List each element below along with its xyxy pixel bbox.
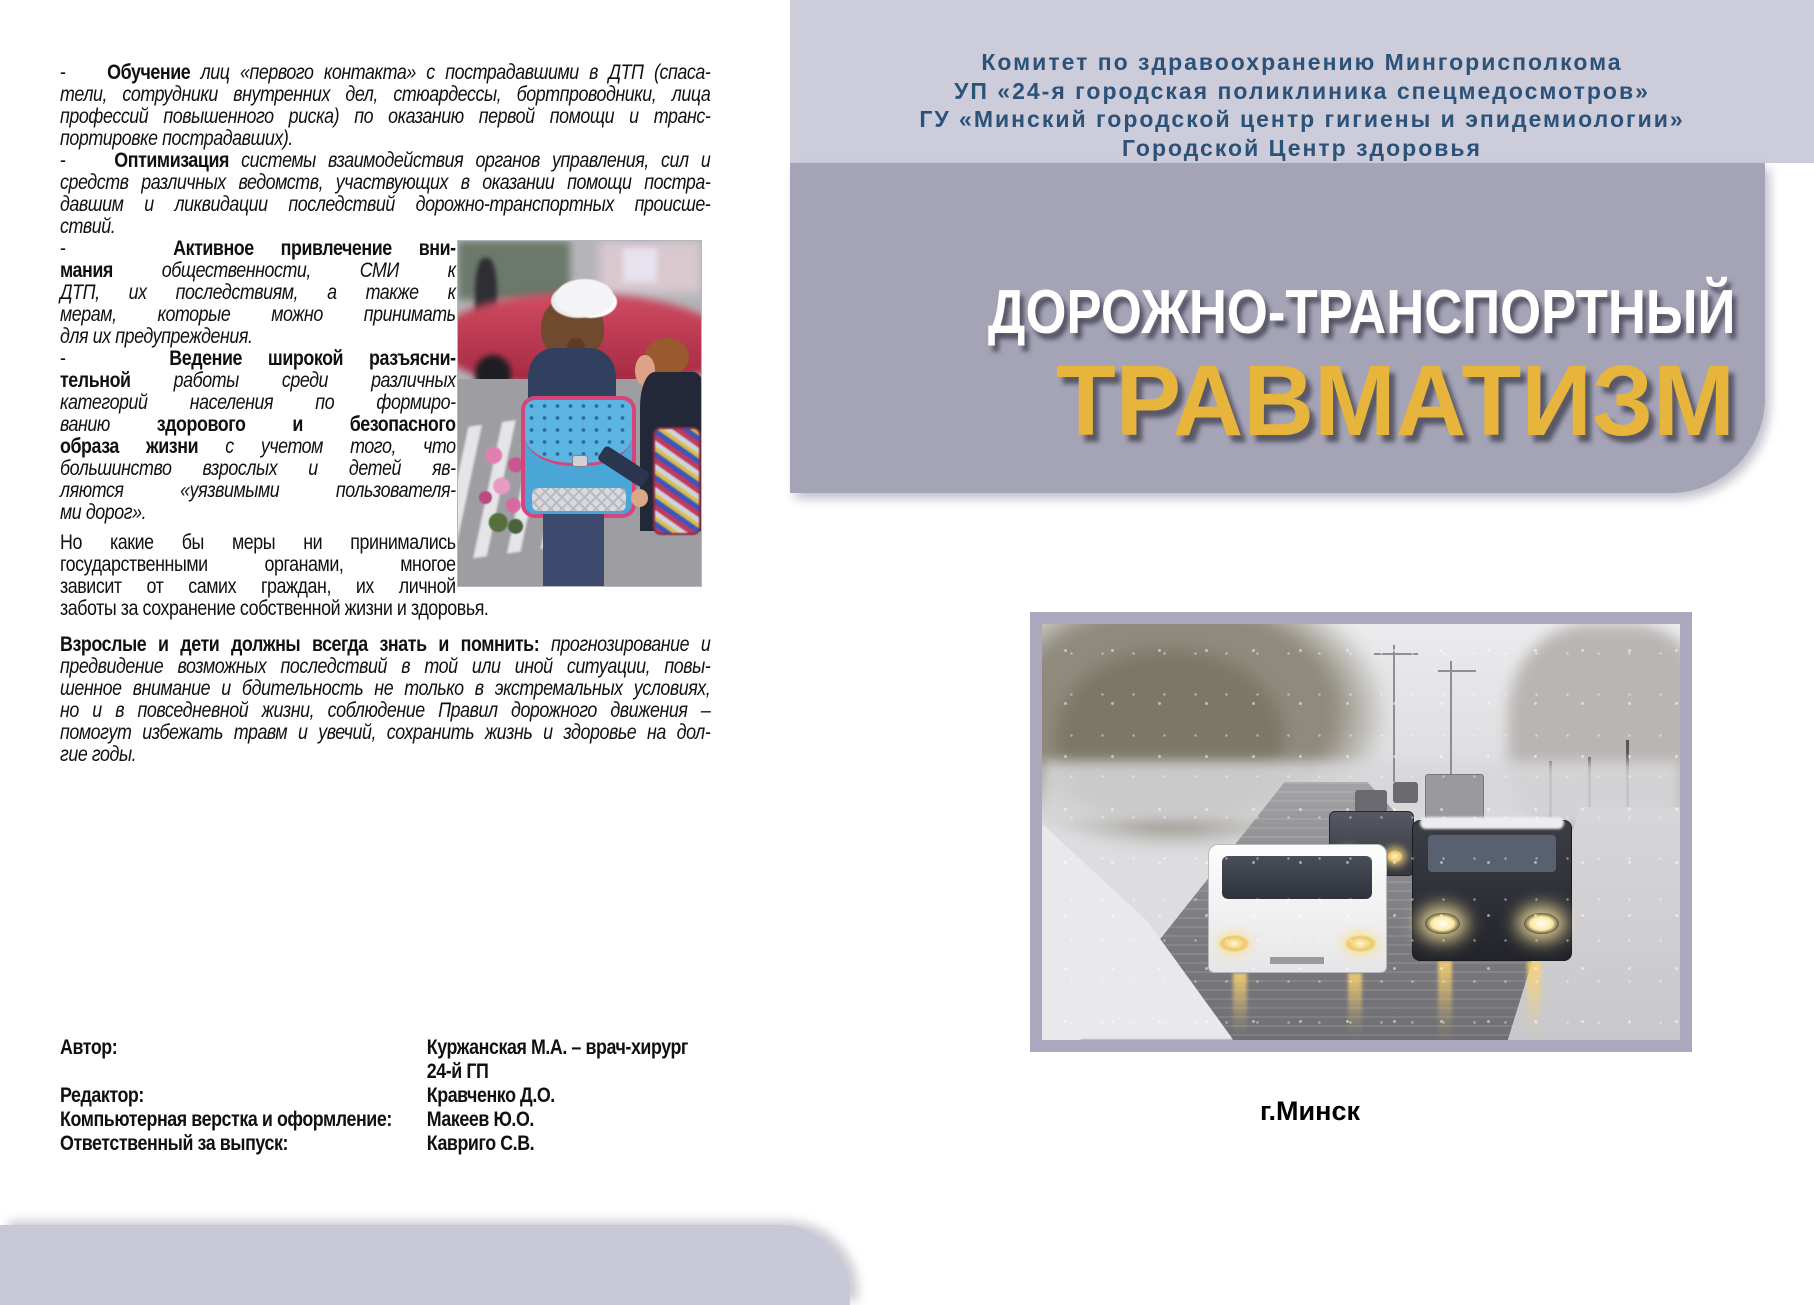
credit-label: Редактор:: [60, 1084, 144, 1107]
text-line: ванию здорового и безопасного: [60, 413, 456, 436]
credit-label: Ответственный за выпуск:: [60, 1132, 288, 1155]
paragraph-remember: [60, 634, 710, 766]
backpack-quilt-shape: [532, 488, 626, 511]
text-line: - Активное привлечение вни-: [60, 237, 456, 260]
text-line: мания общественности, СМИ к: [60, 259, 456, 282]
text-line: заботы за сохранение собственной жизни и здоровья.: [60, 597, 489, 620]
header-line: Комитет по здравоохранению Мингорисполкома: [981, 49, 1623, 75]
text-line: ми дорог».: [60, 501, 147, 524]
credits-block: [60, 1036, 710, 1156]
text-line: - Оптимизация системы взаимодействия органов управления, сил и: [60, 149, 711, 172]
kids-crossing-photo: [457, 240, 702, 587]
organization-header-band: [790, 0, 1814, 163]
backpack-buckle-shape: [572, 455, 588, 467]
brochure-title-line1: ДОРОЖНО-ТРАНСПОРТНЫЙ: [987, 278, 1735, 347]
text-line: ДТП, их последствиям, а также к: [60, 281, 456, 304]
text-line: профессий повышенного риска) по оказанию первой помощи и транс-: [60, 105, 711, 128]
paragraph-training: [60, 62, 710, 150]
header-line: Городской Центр здоровья: [1122, 134, 1482, 161]
text-line: но и в повседневной жизни, соблюдение Правил дорожного движения –: [60, 699, 711, 722]
text-line: большинство взрослых и детей яв-: [60, 457, 456, 480]
text-line: помогут избежать травм и увечий, сохранить жизнь и здоровье на дол-: [60, 721, 711, 744]
text-line: ляются «уязвимыми пользователя-: [60, 479, 456, 502]
text-line: шенное внимание и бдительность не только в экстремальных условиях,: [60, 677, 711, 700]
text-line: предвидение возможных последствий в той или иной ситуации, повы-: [60, 655, 711, 678]
text-line: средств различных ведомств, участвующих в оказании помощи постра-: [60, 171, 711, 194]
text-line: ствий.: [60, 215, 116, 238]
holding-hands-shape: [631, 489, 648, 506]
credit-label: Автор:: [60, 1036, 118, 1059]
text-line: Взрослые и дети должны всегда знать и помнить: прогнозирование и: [60, 633, 711, 656]
paragraph-optimization: [60, 150, 710, 238]
white-bow-shape: [555, 279, 613, 317]
credit-value: Макеев Ю.О.: [426, 1108, 534, 1131]
text-line: портировке пострадавших).: [60, 127, 293, 150]
header-line: УП «24-я городская поликлиника спецмедосмотров»: [954, 77, 1650, 104]
text-line: Но какие бы меры ни принимались: [60, 531, 456, 554]
credit-row: [60, 1084, 710, 1108]
text-line: тельной работы среди различных: [60, 369, 456, 392]
city-caption: г.Минск: [1260, 1096, 1360, 1126]
text-line: образа жизни с учетом того, что: [60, 435, 456, 458]
right-page-cover: [790, 0, 1814, 1300]
text-line: мерам, которые можно принимать: [60, 303, 456, 326]
winter-road-photo: [1042, 624, 1680, 1040]
shop-light-shape: [623, 248, 657, 283]
text-line: гие годы.: [60, 743, 137, 766]
girl-jeans-shape: [543, 514, 604, 586]
credit-value: Куржанская М.А. – врач-хирург 24-й ГП: [426, 1036, 688, 1083]
text-line: зависит от самих граждан, их личной: [60, 575, 456, 598]
credit-row: [60, 1036, 710, 1084]
brochure-title-line2: ТРАВМАТИЗМ: [1055, 345, 1735, 457]
header-line: ГУ «Минский городской центр гигиены и эпидемиологии»: [919, 106, 1685, 132]
credit-row: [60, 1108, 710, 1132]
credit-row: [60, 1132, 710, 1156]
text-line: для их предупреждения.: [60, 325, 253, 348]
text-line: категорий населения по формиро-: [60, 391, 456, 414]
left-page: [0, 0, 790, 1300]
title-band: [790, 163, 1765, 493]
winter-photo-frame: [1030, 612, 1692, 1052]
text-line: - Ведение широкой разъясни-: [60, 347, 456, 370]
credit-label: Компьютерная верстка и оформление:: [60, 1108, 392, 1131]
boy-backpack-shape: [653, 427, 701, 535]
text-line: государственными органами, многое: [60, 553, 456, 576]
bottom-decorative-bar: [0, 1225, 850, 1305]
text-line: давшим и ликвидации последствий дорожно-транспортных происше-: [60, 193, 711, 216]
text-line: тели, сотрудники внутренних дел, стюардессы, бортпроводники, лица: [60, 83, 711, 106]
credit-value: Кравченко Д.О.: [426, 1084, 555, 1107]
text-line: - Обучение лиц «первого контакта» с пострадавшими в ДТП (спаса-: [60, 61, 711, 84]
falling-snow-overlay: [1042, 624, 1680, 1040]
credit-value: Кавриго С.В.: [426, 1132, 535, 1155]
